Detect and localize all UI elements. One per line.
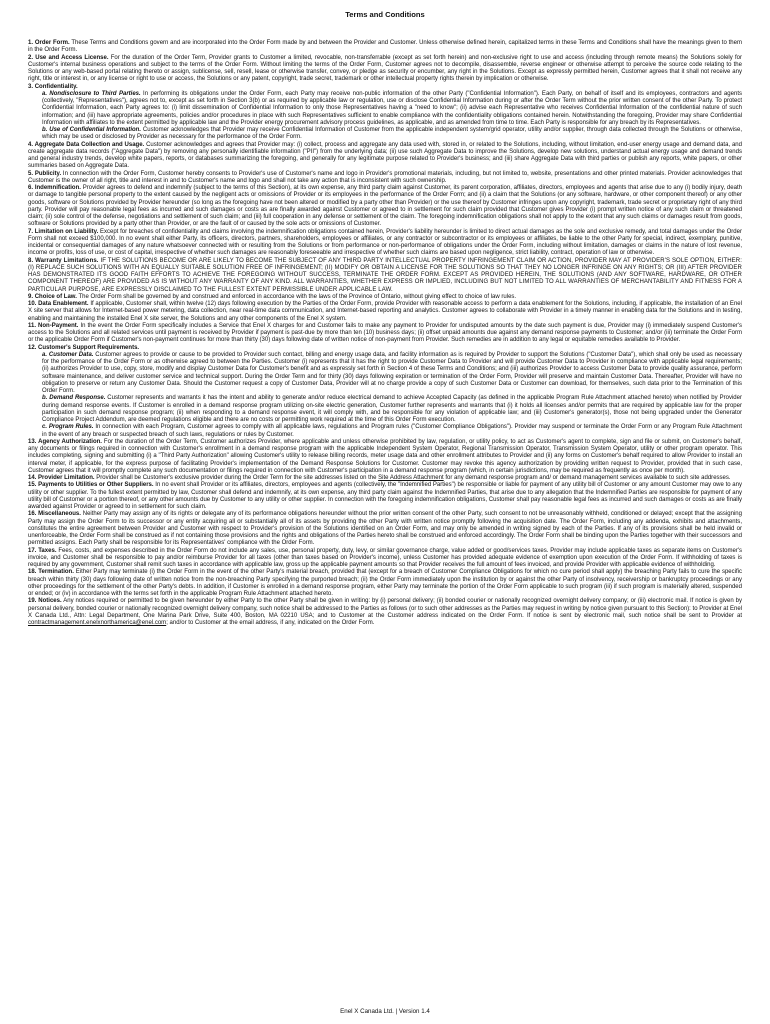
clause-heading: Program Rules. bbox=[48, 424, 94, 431]
clause-heading: Payments to Utilities or Other Suppliers. bbox=[38, 482, 154, 489]
clause-number: 1. bbox=[28, 40, 35, 46]
clause bbox=[28, 84, 742, 91]
clause-number: 9. bbox=[28, 293, 35, 300]
clause-number: 13. bbox=[28, 438, 39, 445]
sub-clause bbox=[28, 127, 742, 142]
clause-heading: Aggregate Data Collection and Usage. bbox=[34, 141, 145, 148]
clause-heading: Taxes. bbox=[38, 547, 57, 554]
clause-heading: Data Enablement. bbox=[38, 301, 89, 307]
clause-text: Neither Party may assign any of its rights or delegate any of its performance obligations hereunder without the prior written consent of the other Party, such consent to not be unreasonably withheld, conditioned or delayed; except that the assigning Party may assign the Order Form to its successor or any entity acquiring all or substantially all of its assets by providing the other Party with written notice promptly following the acquisition date. The Order Form, including any addenda, exhibits and attachments, constitutes the entire agreement between Provider and Customer with respect to Provider's provision of the Solutions identified on an Order Form, and may only be amended in writing signed by each of the Parties. If any of its provisions shall be held invalid or unenforceable, the Order Form shall be construed as if not containing those provisions and the rights and obligations of the Parties hereto shall be construed and enforced accordingly. The Order Form shall be binding upon the Parties together with their successors and permitted assigns. Each Party shall be responsible for its Representatives' compliance with the Order Form. bbox=[28, 511, 742, 547]
clause bbox=[28, 185, 742, 229]
clause-number: 6. bbox=[28, 185, 35, 191]
clause-heading: Agency Authorization. bbox=[38, 438, 102, 445]
clause-heading: Indemnification. bbox=[34, 185, 81, 191]
clause-text: For the duration of the Order Term, Provider grants to Customer a limited, revocable, non-transferrable (except as set forth herein) and non-exclusive right to use and access (including through remote means) the Solutions solely for Customer's internal business operations and subject to the terms of the Order Form. Without limiting the terms of the Order Form, Customer agrees not to decompile, disassemble, reverse engineer or otherwise attempt to perceive the source code relating to the Solutions or any web-based portal relating thereto or assign, sublicense, sell, resell, lease or otherwise transfer, convey, or pledge as security or encumber, any right in the Solutions. Except as expressly permitted herein, Customer agrees that it shall not receive any right, title or interest in, or any license or right to use or access, the Solutions or any patent, copyright, trade secret, trademark or other intellectual property rights therein by implication or otherwise. bbox=[28, 54, 742, 83]
clause-heading: Order Form. bbox=[34, 40, 70, 46]
clause-text: Customer agrees to provide or cause to be provided to Provider such contact, billing and energy usage data, and facility information as is required by Provider to support the Solutions ("Customer Data"), which shall only be used as necessary for the performance of the Order Form or as otherwise agreed to between the Parties. Customer (i) represents that it has the right to provide Customer Data to Provider and will provide Customer Data to Provider in compliance with applicable legal requirements; (ii) authorizes Provider to use, copy, store, modify and display Customer Data for Customer's benefit and as expressly set forth in Section 4 of these Terms and Conditions; and (iii) authorizes Provider to access Customer Data to provide quality assurance, perform software maintenance, and deliver customer service and technical support. During the Order Term and for thirty (30) days following expiration or termination of the Order Form, Provider will preserve and maintain Customer Data. Thereafter, Provider will have no obligation to preserve or return any Customer Data. Should the Customer request a copy of Customer Data, Provider will at no charge provide a copy of such Customer Data or Customer can download, for themselves, such data prior to the Termination of this Order Form. bbox=[42, 351, 742, 394]
clause bbox=[28, 511, 742, 547]
clause-number: 8. bbox=[28, 257, 36, 264]
clause-number: 16. bbox=[28, 511, 39, 518]
clause-text: The Order Form shall be governed by and construed and enforced in accordance with the laws of the Province of Ontario, without giving effect to choice of law rules. bbox=[76, 293, 517, 300]
document-title: Terms and Conditions bbox=[345, 10, 425, 19]
clause-text: ; and/or to Customer at the email address, if any, indicated on the Order Form. bbox=[166, 620, 375, 626]
clause bbox=[28, 323, 742, 345]
clause-text: Provider shall be Customer's exclusive provider during the Order Term for the site addresses listed on the bbox=[94, 475, 379, 481]
clause-text: Customer represents and warrants it has the intent and ability to generate and/or reduce electrical demand to achieve Accepted Capacity (as defined in the applicable Program Rule Attachment attached hereto) when notified by Provider during demand response events. If Customer is enrolled in a demand response program utilizing on-site electric generation, Customer further represents and warrants that (i) it holds all licenses and/or permits that are required by applicable law for the proper participation in such demand response program; (ii) when responding to a demand response event, it will comply with, and be responsible for any violation of applicable law; and (iii) Customer's generator(s), those not being upgraded under the Generator Compliance Project Addendum, are deemed regulations eligible and there are no costs or permitting work required at the time of this Order Form execution. bbox=[42, 395, 742, 423]
clause-number: 11. bbox=[28, 322, 39, 329]
clause-heading: Use of Confidential Information. bbox=[49, 127, 142, 133]
sub-clause bbox=[28, 91, 742, 127]
clause-link[interactable]: contractmanagement.enelxnorthamerica@enel.com bbox=[28, 620, 167, 626]
clause-heading: Termination. bbox=[38, 569, 74, 576]
clause bbox=[28, 301, 742, 323]
clause bbox=[28, 345, 742, 352]
clause-heading: Provider Limitation. bbox=[38, 475, 95, 481]
clause-number: 3. bbox=[28, 83, 35, 90]
page-footer: Enel X Canada Ltd. | Version 1.4 bbox=[340, 1008, 430, 1015]
clause-heading: Confidentiality. bbox=[34, 83, 78, 90]
clause-text: Customer acknowledges and agrees that Provider may: (i) collect, process and aggregate any data used with, stored in, or related to the Solutions, including, without limitation, end-user energy usage and demand data, and create aggregate data records ("Aggregate Data") by removing any personally identifiable information ("PII") from the underlying data; (ii) use such Aggregate Data to improve the Solutions, develop new solutions, understand actual energy usage and demand trends and general industry trends, develop white papers, reports, or databases summarizing the foregoing, and generally for any legitimate purpose related to Provider's business; and (iii) share Aggregate Data with third parties or publish any reports, white papers, or other summaries based on Aggregate Data. bbox=[28, 141, 742, 170]
clause-heading: Warranty Limitations. bbox=[35, 257, 99, 264]
clause-text: In performing its obligations under the Order Form, each Party may receive non-public information of the other Party ("Confidential Information"). Each Party, on behalf of itself and its employees, contractors and agents (collectively, "Representatives"), agrees not to, except as set forth in Section 3(b) or as required by applicable law or regulation, use or disclose Confidential Information during or after the Order Term without the prior written consent of the other Party. To protect Confidential Information, each Party agrees to: (i) limit dissemination of Confidential Information to only those Representatives having a "need to know"; (ii) advise each Representative who receives Confidential Information of the confidential nature of such information; and (iii) have appropriate agreements, policies and/or procedures in place with such Representatives sufficient to enable compliance with the confidentiality obligations contained herein. Notwithstanding the foregoing, Provider may share Confidential Information with affiliates to the extent permitted by applicable law and the Provider energy procurement advisory process guidelines, as applicable, and as amended from time to time. Each Party is responsible for any breach by its Representatives. bbox=[42, 90, 742, 126]
clause-number: 5. bbox=[28, 170, 35, 177]
clause-heading: Publicity. bbox=[34, 170, 62, 177]
clause-number: a. bbox=[42, 90, 50, 97]
clause-text: In no event shall Provider or its affiliates, directors, employees and agents (collectively, the "Indemnified Parties") be responsible or liable for payment of any utility bill of Customer or any amount Customer may owe to any utility or other supplier. To the fullest extent permitted by law, Customer shall defend and indemnify, at its own expense, any third party claim against the Indemnified Parties, that arise due to any allegation that the Indemnified Parties are responsible for payment of any utility bill of Customer or a portion thereof, or any other amounts due by Customer to any utility or other supplier. In connection with the foregoing indemnification obligations, Customer shall pay reasonable legal fees as incurred and such damages or costs as are finally awarded against Provider or agreed to in settlement for such claim. bbox=[28, 482, 742, 510]
clause bbox=[28, 548, 742, 570]
clause-heading: Limitation on Liability. bbox=[34, 228, 99, 235]
clause bbox=[28, 482, 742, 511]
clause bbox=[28, 55, 742, 84]
clause bbox=[28, 258, 742, 294]
clause-number: 12. bbox=[28, 344, 39, 351]
clause-heading: Customer Data. bbox=[48, 351, 94, 358]
clause-number: c. bbox=[42, 424, 49, 431]
clause-text: Except for breaches of confidentiality and claims involving the indemnification obligations contained herein, Provider's liability hereunder is limited to direct actual damages as the sole and exclusive remedy, and total damages under the Order Form shall not exceed $100,000. In no event shall either Party, its officers, directors, partners, shareholders, employees or affiliates, or any contractor or subcontractor or its employees or affiliates, be liable to the other Party for special, indirect, exemplary, punitive, incidental or consequential damages of any nature whatsoever connected with or resulting from the Solutions or from performance or non-performance of obligations under the Order Form, including without limitation, damages or claims in the nature of lost revenue, income or profits, loss of use, or cost of capital, irrespective of whether such damages are reasonably foreseeable and irrespective of whether such claims are based upon negligence, strict liability, contract, operation of law or otherwise. bbox=[28, 228, 742, 257]
clause-number: 14. bbox=[28, 475, 39, 481]
clause-number: 17. bbox=[28, 547, 39, 554]
clause bbox=[28, 229, 742, 258]
clause-text: Customer acknowledges that Provider may receive Confidential Information of Customer from the applicable independent system/grid operator, utility and/or supplier, through data collected through the Solutions or otherwise, which may be used or disclosed by Provider as necessary for the performance of the Order Form. bbox=[42, 127, 742, 141]
clause-number: 10. bbox=[28, 301, 39, 307]
clause-text: In the event the Order Form specifically includes a Service that Enel X charges for and Customer fails to make any payment to Provider for undisputed amounts by the date such payment is due, Provider may (i) immediately suspend Customer's access to the Solutions and all related services until payment is received by Provider if payment is past-due by more than ten (10) business days; (ii) offset unpaid amounts due against any demand response payments to Customer; and/or (iii) terminate the Order Form or the applicable Order Form if Customer's non-payment continues for more than thirty (30) days following date of written notice of non-payment from Provider. Such remedies are in addition to any legal or equitable remedies available to Provider. bbox=[28, 322, 742, 344]
clause-number: 19. bbox=[28, 598, 39, 605]
sub-clause bbox=[28, 395, 742, 424]
clause-text: Either Party may terminate (i) the Order Form in the event of the other Party's material breach, provided that (except for a breach of Customer Compliance Obligations for which no cure period shall apply) the breaching Party fails to cure the specific breach within thirty (30) days following date of written notice from the non-breaching Party specifying the purported breach; (ii) the Order Form immediately upon the institution by or against the other Party of insolvency, receivership or bankruptcy proceedings or any other proceedings for the settlement of the other Party's debts. In addition, if Customer is enrolled in a demand response program, either Party may terminate the portion of the Order Form applicable to such program (iii) if such program is materially altered, suspended or ended; or (iv) in accordance with the terms set forth in the applicable Program Rule Attachment attached hereto. bbox=[28, 569, 742, 597]
clause-text: In connection with each Program, Customer agrees to comply with all applicable laws, regulations and Program rules ("Customer Compliance Obligations"). Provider may suspend or terminate the Order Form or any Program Rule Attachment in the event of any breach or suspected breach of such laws, regulations or rules by Customer. bbox=[42, 424, 742, 438]
clause-link[interactable]: Site Address Attachment bbox=[378, 475, 444, 481]
clause bbox=[28, 40, 742, 55]
clause-text: These Terms and Conditions govern and are incorporated into the Order Form made by and between the Provider and Customer. Unless otherwise defined herein, capitalized terms in these Terms and Conditions shall have the meanings given to them in the Order Form. bbox=[28, 40, 742, 54]
clause-text: In connection with the Order Form, Customer hereby consents to Provider's use of Customer's name and logo in Provider's promotional materials, including, but not limited to, website, presentations and other printed materials. Provider acknowledges that Customer is the owner of all right, title and interest in and to Customer's name and logo and shall not take any action that is inconsistent with such ownership. bbox=[28, 170, 742, 184]
clause-text: If applicable, Customer shall, within twelve (12) days following execution by the Parties of the Order Form, provide Provider with reasonable access to perform a data enablement for the Solutions, including, if applicable, the installation of an Enel X site server that allows for Internet-based power metering, data collection, near real-time data communication, and Internet-based reporting and analytics. Customer agrees to collaborate with Provider in a timely manner in enabling data for the Solutions and in testing, enabling and maintaining the installed Enel X site server, the Solutions and any other components of the Enel X system. bbox=[28, 301, 742, 322]
clause-number: b. bbox=[42, 395, 50, 402]
clause bbox=[28, 439, 742, 475]
clause-text: Any notices required or permitted to be given hereunder by either Party to the other Party shall be given in writing: by (i) personal delivery; (ii) bonded courier or nationally recognized overnight delivery company; or (iii) electronic mail. If notice is given by personal delivery, bonded courier or nationally recognized overnight delivery company, such notice shall be addressed to the Parties as follows (or to such other addresses as the Parties may request in writing by notice given pursuant to this Section): to Provider at Enel X Canada Ltd., Attn: Legal Department, One Marina Park Drive, Suite 400, Boston, MA 02210 USA; and to Customer at the Customer address indicated on the Order Form. If notice is sent by electronic mail, such notice shall be sent to Provider at bbox=[28, 598, 743, 619]
terms-body bbox=[28, 40, 742, 627]
clause-number: 2. bbox=[28, 54, 36, 61]
clause-heading: Customer's Support Requirements. bbox=[38, 344, 140, 351]
clause-text: Provider agrees to defend and indemnify (subject to the terms of this Section), at its own expense, any third party claim against Customer, its parent corporation, affiliates, directors, employees and agents that arise due to any (i) bodily injury, death or damage to tangible personal property to the extent caused by the negligent acts or omissions of Provider or its employees in the performance of the Order Form; and (ii) a claim that the Solutions (or any software, hardware, or other component thereof) or any other goods, software or Solutions provided by Provider hereunder (so long as the foregoing have not been altered or modified by a party other than Provider) or the use thereof by Customer infringes upon any copyright, trademark, trade secret or proprietary right of any third party. Provider will pay reasonable legal fees as incurred and such damages or costs as are finally awarded against Customer or agreed to in settlement for such claim provided that Customer gives Provider (i) prompt written notice of any such claim or threatened claim; (ii) sole control of the defense, negotiations and settlement of such claim; and (iii) full cooperation in any defense or settlement of the claim. The foregoing indemnification obligations shall not apply to the extent that any such claims or damages result from goods, software or Solutions provided by a party other than Provider, or are the fault of or caused by the sole acts or omissions of Customer. bbox=[28, 185, 742, 228]
clause-heading: Choice of Law. bbox=[34, 293, 77, 300]
clause-text: For the duration of the Order Term, Customer authorizes Provider, where applicable and unless otherwise prohibited by law, regulation, or utility policy, to act as Customer's agent to complete, sign and file or submit, on Customer's behalf, any documents or filings required in connection with Customer's enrollment in a demand response program with the applicable Independent System Operator, Regional Transmission Operator, Transmission System Operator, utility or other program operator. This includes completing, signing and submitting (i) a "Third Party Authorization" allowing Customer's utility to release billing records, meter usage data and other enrollment attributes to Provider and (ii) any forms on Customer's behalf required to allow Provider to install an interval meter, if applicable, for the express purpose of facilitating Provider's implementation of the Demand Response Solutions for Customer. Customer may revoke this agency authorization by providing written request to Provider, provided that in such case, Customer agrees that it will promptly complete any such documentation or filings required in connection with Customer's participation in a demand response program (which, in certain jurisdictions, may be required as frequently as once per month). bbox=[28, 438, 742, 474]
clause-text: Fees, costs, and expenses described in the Order Form do not include any sales, use, personal property, duty, levy, or similar governance charge, value added or good/services taxes. Provider may include applicable taxes as separate items on Customer's invoice, and Customer shall be responsible to pay and/or reimburse Provider for all taxes (other than taxes based on Provider's income), unless Customer has provided adequate evidence of exemption upon execution of the Order Form. If withholding of taxes is required by any government, Customer shall remit such taxes in accordance with applicable law, gross up the applicable payment amounts so that Provider receives the full amount of fees invoiced, and provide Provider with applicable evidence of withholding. bbox=[28, 547, 742, 568]
sub-clause bbox=[28, 424, 742, 439]
clause-text: for any demand response program and/ or demand management services available to such site addresses. bbox=[443, 475, 731, 481]
clause bbox=[28, 569, 742, 598]
clause-number: 4. bbox=[28, 141, 35, 148]
clause-number: 18. bbox=[28, 569, 39, 576]
clause-text: IF THE SOLUTIONS BECOME OR ARE LIKELY TO BECOME THE SUBJECT OF ANY THIRD PARTY INTELLECTUAL PROPERTY INFRINGEMENT CLAIM OR ACTION, PROVIDER MAY AT PROVIDER'S SOLE OPTION, EITHER: (I) REPLACE SUCH SOLUTIONS WITH AN EQUALLY SUITABLE SOLUTION FREE OF INFRINGEMENT; (II) MODIFY OR OBTAIN A LICENSE FOR THE SOLUTIONS SO THAT THEY NO LONGER INFRINGE ON ANY RIGHTS; OR (III) AFTER PROVIDER HAS DEMONSTRATED ITS GOOD FAITH EFFORTS TO ACHIEVE THE FOREGOING WITHOUT SUCCESS, TERMINATE THE ORDER FORM. EXCEPT AS PROVIDED HEREIN, THE SOLUTIONS (AND ANY SOFTWARE, HARDWARE, OR OTHER COMPONENT THEREOF) ARE PROVIDED AS IS WITHOUT ANY WARRANTY OF ANY KIND. ALL WARRANTIES, WHETHER EXPRESS OR IMPLIED, INCLUDING BUT NOT LIMITED TO ALL WARRANTIES OF MERCHANTABILITY AND FITNESS FOR A PARTICULAR PURPOSE, ARE EXPRESSLY DISCLAIMED TO THE FULLEST EXTENT PERMISSIBLE UNDER APPLICABLE LAW. bbox=[28, 257, 742, 293]
clause-heading: Nondisclosure to Third Parties. bbox=[49, 90, 141, 97]
clause-heading: Demand Response. bbox=[49, 395, 106, 402]
clause-heading: Miscellaneous. bbox=[38, 511, 81, 518]
clause-number: a. bbox=[42, 351, 49, 358]
clause-number: b. bbox=[42, 127, 50, 133]
clause bbox=[28, 171, 742, 186]
clause bbox=[28, 294, 742, 301]
clause-number: 15. bbox=[28, 482, 39, 489]
clause-heading: Non-Payment. bbox=[38, 322, 79, 329]
clause bbox=[28, 142, 742, 171]
clause bbox=[28, 475, 742, 482]
clause-heading: Notices. bbox=[38, 598, 62, 605]
clause bbox=[28, 598, 742, 627]
clause-number: 7. bbox=[28, 228, 35, 235]
clause-heading: Use and Access License. bbox=[35, 54, 109, 61]
sub-clause bbox=[28, 352, 742, 396]
